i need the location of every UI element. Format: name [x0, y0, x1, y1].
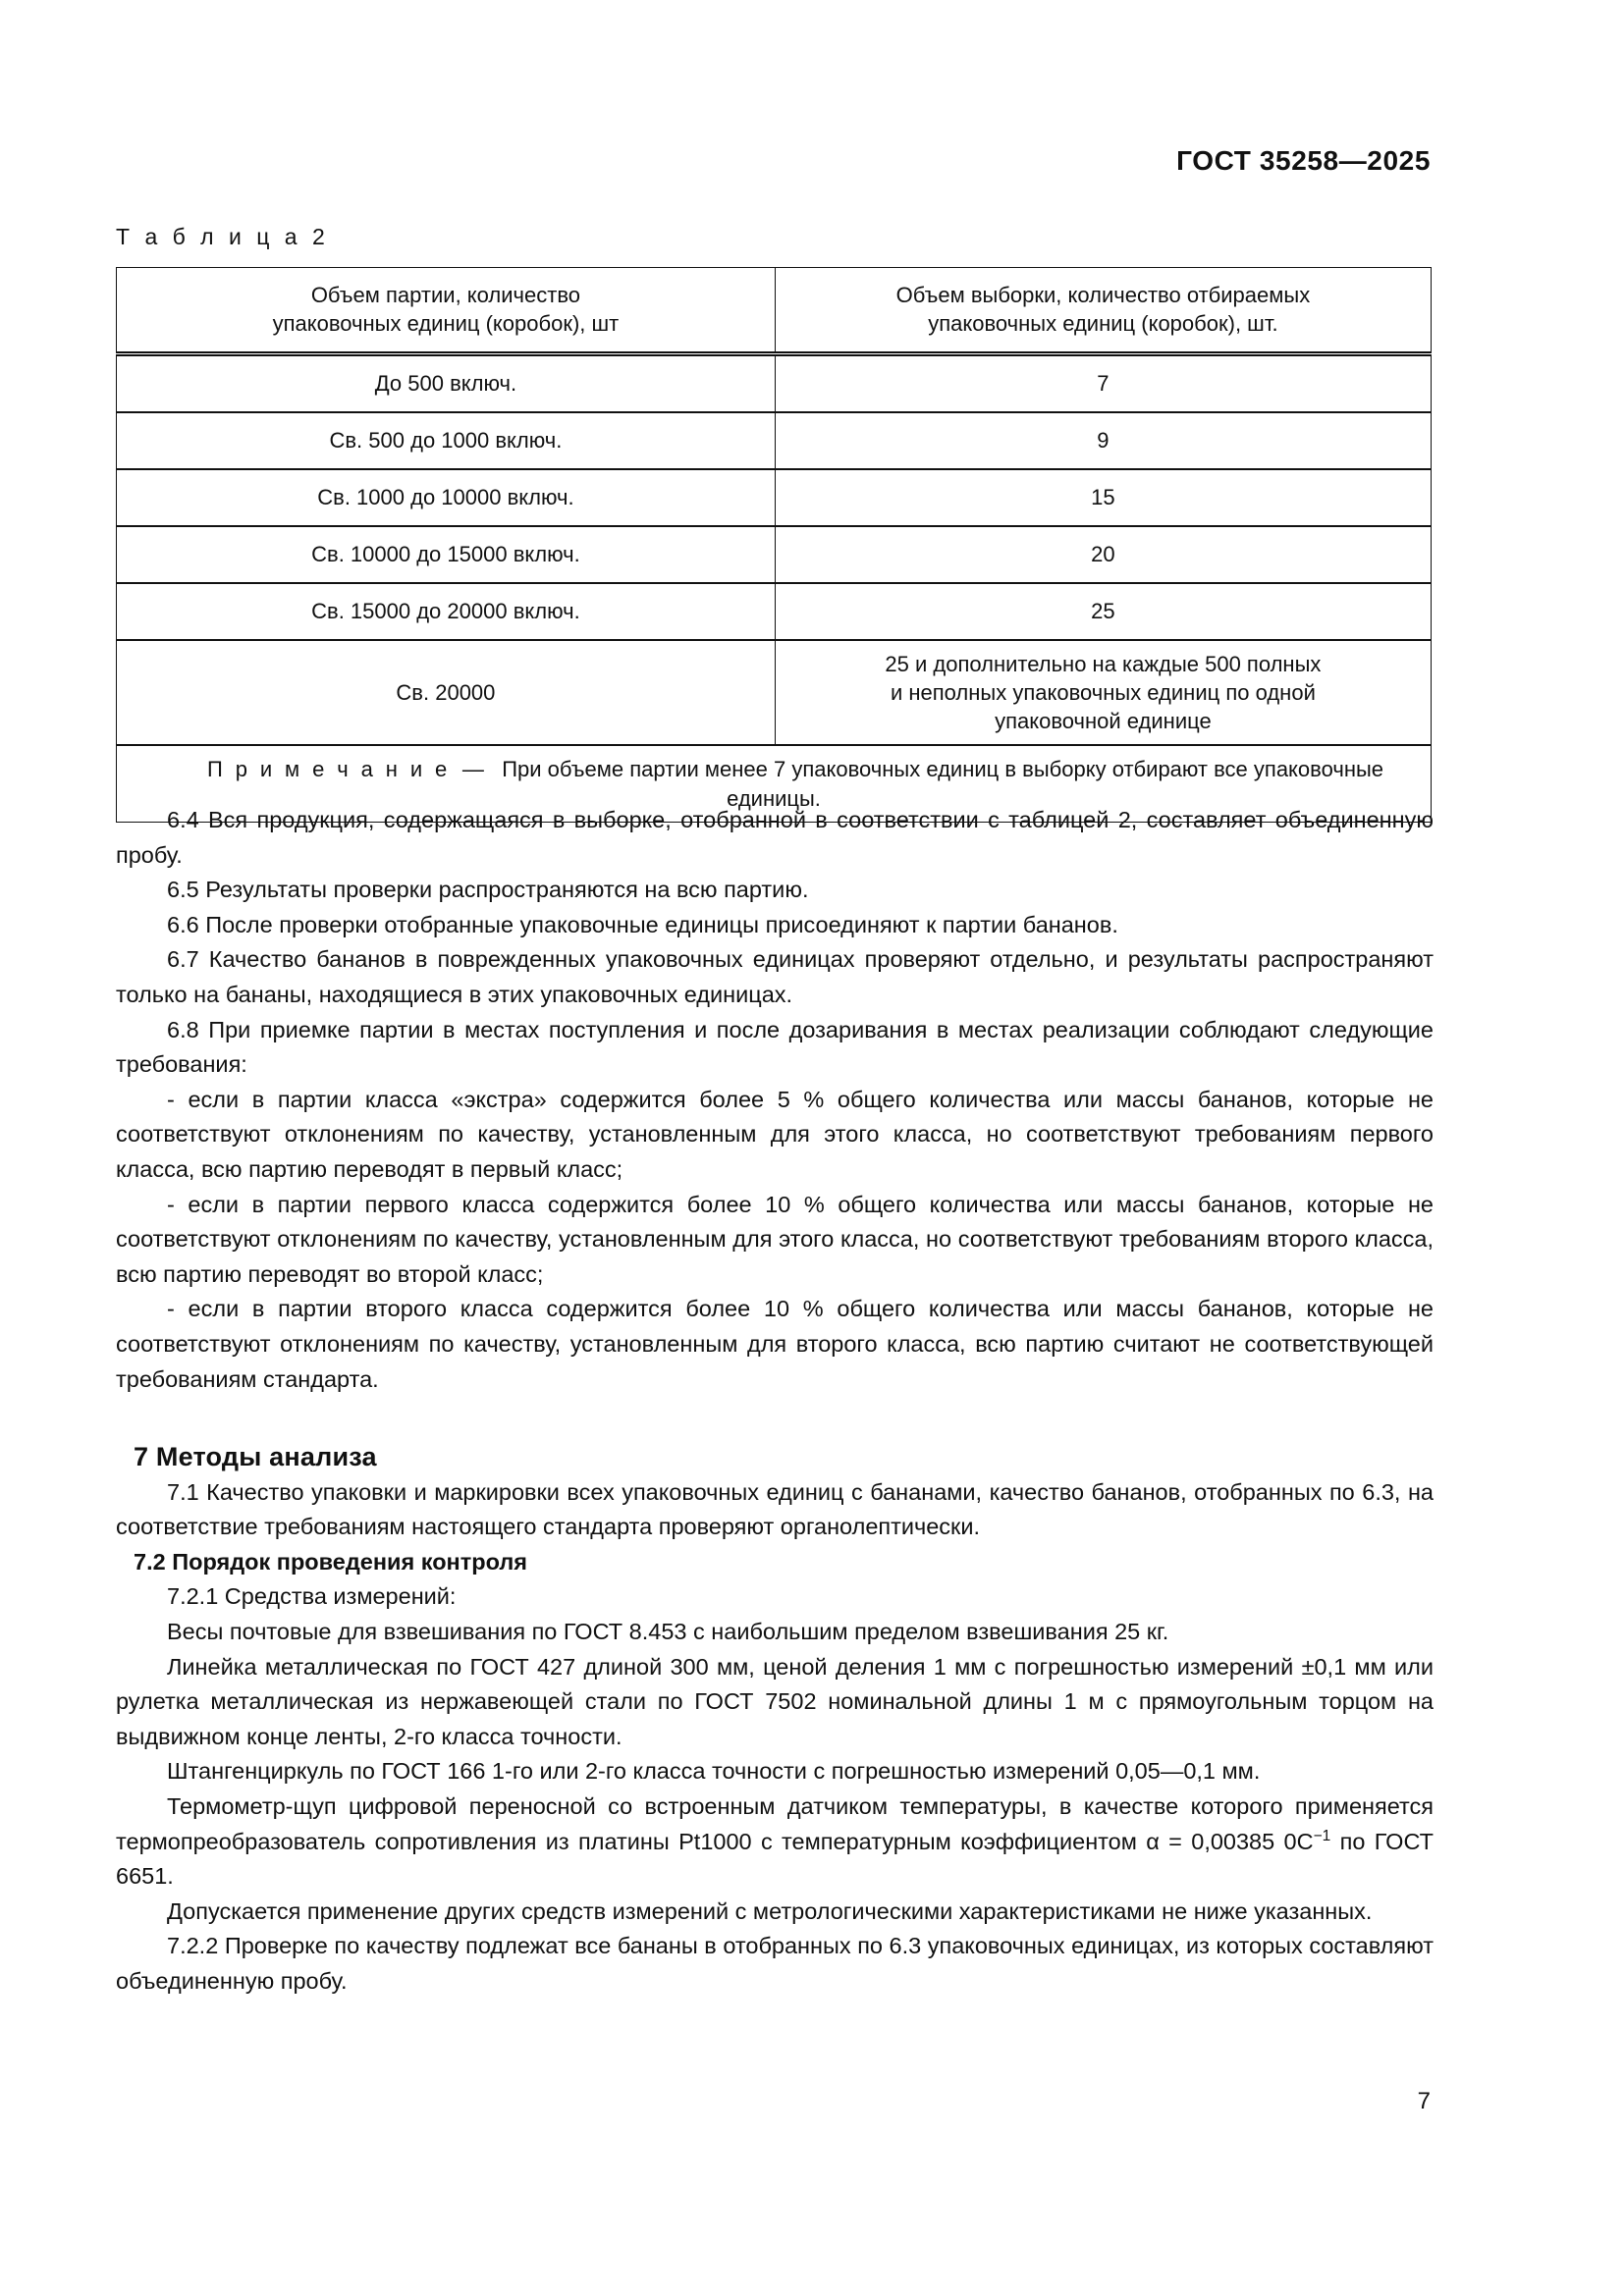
cell-sample-volume: 25 — [775, 583, 1431, 640]
cell-lot-volume: До 500 включ. — [117, 353, 776, 412]
paragraph-6-5: 6.5 Результаты проверки распространяются на всю партию. — [167, 877, 809, 903]
column-header-sample-volume-line2: упаковочных единиц (коробок), шт. — [928, 311, 1278, 337]
bullet-item-second-class: - если в партии второго класса содержится более 10 % общего количества или массы бананов, которые не соответствуют отклонениям по качеству, установленным для второго класса, всю партию считают не соответствующей требованиям стандарта. — [116, 1296, 1434, 1392]
section-heading-7: 7 Методы анализа — [134, 1442, 377, 1472]
cell-sample-volume: 20 — [775, 526, 1431, 583]
cell-sample-volume: 15 — [775, 469, 1431, 526]
body-content — [116, 803, 1434, 2000]
column-header-lot-volume-line2: упаковочных единиц (коробок), шт — [272, 311, 620, 337]
page-number: 7 — [1417, 2088, 1431, 2114]
paragraph-other-means: Допускается применение других средств измерений с метрологическими характеристиками не ниже указанных. — [167, 1897, 1373, 1924]
note-label: П р и м е ч а н и е — [206, 757, 451, 782]
paragraph-6-4: 6.4 Вся продукция, содержащаяся в выборке, отобранной в соответствии с таблицей 2, составляет объединенную пробу. — [116, 807, 1434, 868]
cell-lot-volume: Св. 20000 — [117, 640, 776, 746]
table-row — [117, 469, 1432, 526]
cell-sample-line3: упаковочной единице — [995, 709, 1212, 733]
paragraph-6-7: 6.7 Качество бананов в поврежденных упаковочных единицах проверяют отдельно, и результаты распространяют только на бананы, находящиеся в этих упаковочных единицах. — [116, 946, 1434, 1007]
cell-lot-volume: Св. 10000 до 15000 включ. — [117, 526, 776, 583]
subsection-heading-7-2: 7.2 Порядок проведения контроля — [134, 1548, 528, 1575]
bullet-item-first-class: - если в партии первого класса содержится более 10 % общего количества или массы бананов, которые не соответствуют отклонениям по качеству, установленным для этого класса, но соответствуют требованиям второго класса, всю партию переводят во второй класс; — [116, 1191, 1434, 1287]
table-caption: Т а б л и ц а 2 — [116, 224, 330, 249]
table-row — [117, 583, 1432, 640]
paragraph-7-1: 7.1 Качество упаковки и маркировки всех упаковочных единиц с бананами, качество бананов, отобранных по 6.3, на соответствие требованиям настоящего стандарта проверяют органолептически. — [116, 1478, 1434, 1540]
paragraph-7-2-2: 7.2.2 Проверке по качеству подлежат все бананы в отобранных по 6.3 упаковочных единицах, из которых составляют объединенную пробу. — [116, 1933, 1434, 1994]
paragraph-thermometer — [116, 1789, 1434, 1895]
cell-lot-volume: Св. 1000 до 10000 включ. — [117, 469, 776, 526]
column-header-lot-volume-line1: Объем партии, количество — [310, 283, 580, 307]
page-title: ГОСТ 35258—2025 — [1176, 145, 1431, 176]
column-header-sample-volume-line1: Объем выборки, количество отбираемых — [895, 283, 1311, 307]
paragraph-ruler: Линейка металлическая по ГОСТ 427 длиной 300 мм, ценой деления 1 мм с погрешностью измерений ±0,1 мм или рулетка металлическая из нержавеющей стали по ГОСТ 7502 номинальной длины 1 м с прямоугольным торцом на выдвижном конце ленты, 2-го класса точности. — [116, 1653, 1434, 1749]
table-header-row — [117, 268, 1432, 354]
cell-lot-volume: Св. 500 до 1000 включ. — [117, 412, 776, 469]
note-dash: — — [450, 757, 503, 782]
table-header — [117, 268, 1432, 354]
cell-lot-volume: Св. 15000 до 20000 включ. — [117, 583, 776, 640]
thermometer-text-part1: Термометр-щуп цифровой переносной со встроенным датчиком температуры, в качестве которого применяется термопреобразователь сопротивления из платины Pt1000 с температурным коэффициентом α = 0,00385 0С — [116, 1793, 1434, 1854]
table-row-last — [117, 640, 1432, 746]
column-header-lot-volume — [117, 268, 776, 354]
paragraph-scales: Весы почтовые для взвешивания по ГОСТ 8.453 с наибольшим пределом взвешивания 25 кг. — [167, 1619, 1169, 1645]
bullet-item-extra-class: - если в партии класса «экстра» содержится более 5 % общего количества или массы бананов, которые не соответствуют отклонениям по качеству, установленным для этого класса, но соответствуют требованиям первого класса, всю партию переводят в первый класс; — [116, 1086, 1434, 1182]
thermometer-superscript: −1 — [1313, 1827, 1331, 1844]
paragraph-6-6: 6.6 После проверки отобранные упаковочные единицы присоединяют к партии бананов. — [167, 911, 1118, 937]
cell-sample-line2: и неполных упаковочных единиц по одной — [890, 679, 1316, 705]
cell-sample-line1: 25 и дополнительно на каждые 500 полных — [885, 651, 1322, 676]
paragraph-7-2-1: 7.2.1 Средства измерений: — [167, 1583, 457, 1610]
column-header-sample-volume — [775, 268, 1431, 354]
sampling-table — [116, 267, 1432, 823]
sampling-table-wrapper — [116, 267, 1432, 823]
cell-sample-volume — [775, 640, 1431, 746]
table-row — [117, 526, 1432, 583]
table-row — [117, 353, 1432, 412]
table-row — [117, 412, 1432, 469]
paragraph-6-8: 6.8 При приемке партии в местах поступления и после дозаривания в местах реализации соблюдают следующие требования: — [116, 1016, 1434, 1078]
note-text: При объеме партии менее 7 упаковочных единиц в выборку отбирают все упаковочные единицы. — [502, 757, 1384, 811]
table-body — [117, 353, 1432, 822]
cell-sample-volume: 9 — [775, 412, 1431, 469]
paragraph-caliper: Штангенциркуль по ГОСТ 166 1-го или 2-го класса точности с погрешностью измерений 0,05—0,1 мм. — [167, 1758, 1261, 1785]
cell-sample-volume: 7 — [775, 353, 1431, 412]
thermometer-text-part2: по ГОСТ 6651. — [116, 1828, 1434, 1890]
